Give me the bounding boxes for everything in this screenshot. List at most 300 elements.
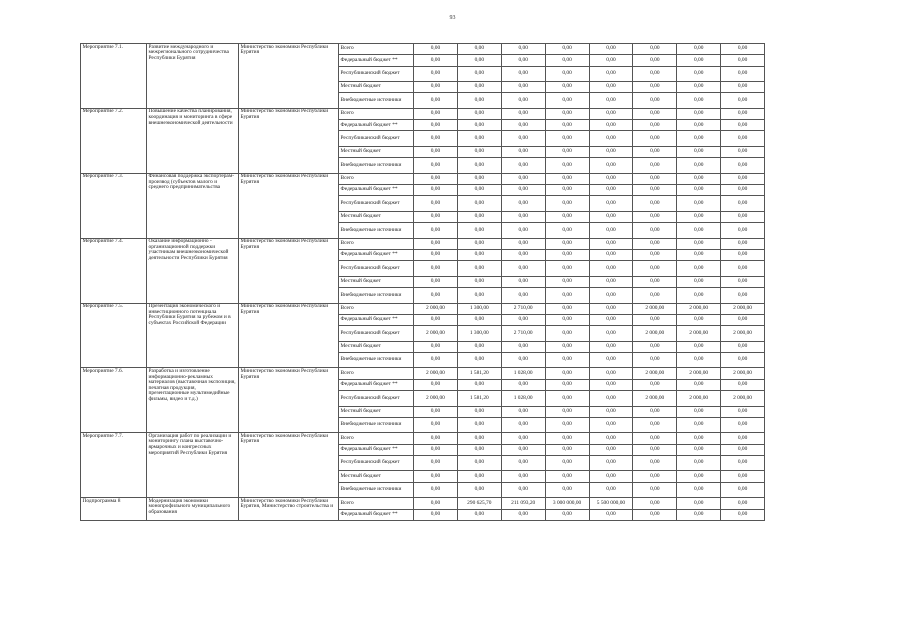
executor-cell: Министерство экономики Республики Бурятия xyxy=(239,433,339,498)
program-name-cell: Развитие международного и межрегионального сотрудничества Республики Бурятия xyxy=(147,44,239,109)
amount-cell: 0,00 xyxy=(545,276,589,287)
funding-source-cell: Республиканский бюджет xyxy=(339,391,414,407)
amount-cell: 0,00 xyxy=(589,471,633,482)
funding-source-cell: Всего xyxy=(339,433,414,444)
program-code-cell: Мероприятие 7.1. xyxy=(81,44,147,109)
funding-source-cell: Федеральный бюджет ** xyxy=(339,185,414,196)
funding-source-cell: Внебюджетные источники xyxy=(339,158,414,174)
amount-cell: 0,00 xyxy=(414,341,458,352)
amount-cell: 0,00 xyxy=(633,471,677,482)
amount-cell: 0,00 xyxy=(721,238,765,249)
amount-cell: 0,00 xyxy=(414,93,458,109)
amount-cell: 0,00 xyxy=(414,249,458,260)
funding-source-cell: Федеральный бюджет ** xyxy=(339,379,414,390)
funding-source-cell: Местный бюджет xyxy=(339,341,414,352)
table-row xyxy=(81,108,765,119)
amount-cell: 0,00 xyxy=(501,288,545,304)
funding-source-cell: Республиканский бюджет xyxy=(339,261,414,277)
amount-cell: 0,00 xyxy=(677,44,721,55)
amount-cell: 0,00 xyxy=(457,158,501,174)
amount-cell: 0,00 xyxy=(414,223,458,239)
amount-cell: 0,00 xyxy=(414,82,458,93)
amount-cell: 0,00 xyxy=(414,146,458,157)
amount-cell: 0,00 xyxy=(457,173,501,184)
amount-cell: 0,00 xyxy=(545,185,589,196)
amount-cell: 0,00 xyxy=(677,93,721,109)
amount-cell: 0,00 xyxy=(501,417,545,433)
amount-cell: 0,00 xyxy=(677,314,721,325)
amount-cell: 0,00 xyxy=(457,196,501,212)
amount-cell: 0,00 xyxy=(677,173,721,184)
funding-source-cell: Местный бюджет xyxy=(339,82,414,93)
amount-cell: 0,00 xyxy=(677,341,721,352)
amount-cell: 0,00 xyxy=(633,120,677,131)
amount-cell: 0,00 xyxy=(545,391,589,407)
amount-cell: 0,00 xyxy=(633,314,677,325)
amount-cell: 2 000,00 xyxy=(633,368,677,379)
amount-cell: 0,00 xyxy=(457,352,501,368)
amount-cell: 0,00 xyxy=(457,444,501,455)
funding-source-cell: Всего xyxy=(339,44,414,55)
page-number: 93 xyxy=(449,15,456,21)
funding-source-cell: Внебюджетные источники xyxy=(339,352,414,368)
amount-cell: 0,00 xyxy=(414,44,458,55)
amount-cell: 1 300,00 xyxy=(457,303,501,314)
amount-cell: 1 028,00 xyxy=(501,391,545,407)
amount-cell: 0,00 xyxy=(633,223,677,239)
amount-cell: 2 000,00 xyxy=(721,303,765,314)
amount-cell: 0,00 xyxy=(414,433,458,444)
funding-source-cell: Федеральный бюджет ** xyxy=(339,249,414,260)
amount-cell: 0,00 xyxy=(457,146,501,157)
funding-source-cell: Внебюджетные источники xyxy=(339,417,414,433)
amount-cell: 0,00 xyxy=(545,455,589,471)
amount-cell: 0,00 xyxy=(589,326,633,342)
executor-cell: Министерство экономики Республики Бурятия, Министерство строительства и xyxy=(239,498,339,521)
amount-cell: 0,00 xyxy=(633,276,677,287)
amount-cell: 0,00 xyxy=(677,223,721,239)
amount-cell: 0,00 xyxy=(633,238,677,249)
amount-cell: 0,00 xyxy=(457,261,501,277)
program-name-cell: Разработка и изготовление информационно-рекламных материалов (выставочная экспозиция, печатная продукция, презентационные мультимедийные фильмы, видео и т.д.) xyxy=(147,368,239,433)
amount-cell: 0,00 xyxy=(457,131,501,147)
amount-cell: 0,00 xyxy=(677,120,721,131)
budget-table-body xyxy=(81,44,765,521)
amount-cell: 0,00 xyxy=(501,211,545,222)
amount-cell: 0,00 xyxy=(545,66,589,82)
amount-cell: 0,00 xyxy=(457,120,501,131)
amount-cell: 0,00 xyxy=(414,131,458,147)
amount-cell: 0,00 xyxy=(677,211,721,222)
amount-cell: 0,00 xyxy=(677,196,721,212)
amount-cell: 0,00 xyxy=(589,406,633,417)
amount-cell: 0,00 xyxy=(414,509,458,520)
amount-cell: 0,00 xyxy=(721,433,765,444)
amount-cell: 0,00 xyxy=(545,82,589,93)
amount-cell: 0,00 xyxy=(545,93,589,109)
amount-cell: 0,00 xyxy=(721,471,765,482)
amount-cell: 1 028,00 xyxy=(501,368,545,379)
funding-source-cell: Федеральный бюджет ** xyxy=(339,509,414,520)
amount-cell: 0,00 xyxy=(589,417,633,433)
amount-cell: 2 000,00 xyxy=(677,326,721,342)
amount-cell: 0,00 xyxy=(457,249,501,260)
amount-cell: 0,00 xyxy=(633,93,677,109)
amount-cell: 0,00 xyxy=(677,82,721,93)
funding-source-cell: Федеральный бюджет ** xyxy=(339,120,414,131)
amount-cell: 0,00 xyxy=(589,93,633,109)
amount-cell: 0,00 xyxy=(633,261,677,277)
amount-cell: 0,00 xyxy=(677,249,721,260)
amount-cell: 0,00 xyxy=(721,341,765,352)
amount-cell: 0,00 xyxy=(545,108,589,119)
amount-cell: 0,00 xyxy=(589,82,633,93)
amount-cell: 2 000,00 xyxy=(414,391,458,407)
amount-cell: 0,00 xyxy=(414,379,458,390)
amount-cell: 2 000,00 xyxy=(721,391,765,407)
amount-cell: 0,00 xyxy=(633,352,677,368)
amount-cell: 0,00 xyxy=(677,444,721,455)
amount-cell: 0,00 xyxy=(721,120,765,131)
amount-cell: 0,00 xyxy=(457,314,501,325)
program-code-cell: Мероприятие 7.6. xyxy=(81,368,147,433)
funding-source-cell: Всего xyxy=(339,368,414,379)
amount-cell: 0,00 xyxy=(589,185,633,196)
amount-cell: 0,00 xyxy=(721,455,765,471)
amount-cell: 0,00 xyxy=(677,66,721,82)
amount-cell: 2 000,00 xyxy=(677,368,721,379)
amount-cell: 0,00 xyxy=(633,158,677,174)
amount-cell: 0,00 xyxy=(501,158,545,174)
program-name-cell: Модернизация экономики монопрофильного муниципального образования xyxy=(147,498,239,521)
amount-cell: 0,00 xyxy=(633,82,677,93)
amount-cell: 0,00 xyxy=(501,379,545,390)
amount-cell: 0,00 xyxy=(721,498,765,509)
amount-cell: 0,00 xyxy=(457,482,501,498)
amount-cell: 0,00 xyxy=(457,379,501,390)
amount-cell: 0,00 xyxy=(633,249,677,260)
amount-cell: 0,00 xyxy=(457,238,501,249)
budget-table xyxy=(80,43,765,521)
amount-cell: 0,00 xyxy=(633,433,677,444)
amount-cell: 0,00 xyxy=(414,471,458,482)
amount-cell: 0,00 xyxy=(677,185,721,196)
amount-cell: 0,00 xyxy=(633,444,677,455)
table-row xyxy=(81,303,765,314)
amount-cell: 0,00 xyxy=(589,238,633,249)
amount-cell: 0,00 xyxy=(589,108,633,119)
amount-cell: 0,00 xyxy=(457,211,501,222)
amount-cell: 0,00 xyxy=(501,44,545,55)
amount-cell: 0,00 xyxy=(501,341,545,352)
program-name-cell: Финансовая поддержка экспортерам-производ (субъектов малого и среднего предпринимательства xyxy=(147,173,239,238)
amount-cell: 1 300,00 xyxy=(457,326,501,342)
amount-cell: 0,00 xyxy=(721,444,765,455)
amount-cell: 0,00 xyxy=(721,379,765,390)
amount-cell: 0,00 xyxy=(589,341,633,352)
amount-cell: 0,00 xyxy=(589,131,633,147)
funding-source-cell: Республиканский бюджет xyxy=(339,455,414,471)
funding-source-cell: Местный бюджет xyxy=(339,146,414,157)
amount-cell: 0,00 xyxy=(501,314,545,325)
amount-cell: 0,00 xyxy=(414,261,458,277)
amount-cell: 0,00 xyxy=(457,66,501,82)
amount-cell: 0,00 xyxy=(414,406,458,417)
amount-cell: 0,00 xyxy=(589,288,633,304)
program-name-cell: Организация работ по реализации и мониторингу плана выставочно-ярмарочных и конгрессных мероприятий Республики Бурятия xyxy=(147,433,239,498)
amount-cell: 0,00 xyxy=(721,146,765,157)
amount-cell: 2 000,00 xyxy=(633,303,677,314)
amount-cell: 0,00 xyxy=(633,379,677,390)
amount-cell: 0,00 xyxy=(501,146,545,157)
amount-cell: 0,00 xyxy=(589,44,633,55)
amount-cell: 0,00 xyxy=(721,249,765,260)
amount-cell: 0,00 xyxy=(414,352,458,368)
amount-cell: 0,00 xyxy=(414,238,458,249)
amount-cell: 2 000,00 xyxy=(414,326,458,342)
amount-cell: 0,00 xyxy=(545,314,589,325)
amount-cell: 0,00 xyxy=(589,379,633,390)
funding-source-cell: Всего xyxy=(339,173,414,184)
amount-cell: 0,00 xyxy=(457,455,501,471)
amount-cell: 0,00 xyxy=(721,314,765,325)
amount-cell: 0,00 xyxy=(721,158,765,174)
amount-cell: 0,00 xyxy=(501,276,545,287)
amount-cell: 0,00 xyxy=(589,120,633,131)
amount-cell: 0,00 xyxy=(414,158,458,174)
amount-cell: 0,00 xyxy=(545,433,589,444)
amount-cell: 0,00 xyxy=(677,276,721,287)
amount-cell: 2 000,00 xyxy=(414,303,458,314)
amount-cell: 0,00 xyxy=(457,341,501,352)
amount-cell: 0,00 xyxy=(633,406,677,417)
table-row xyxy=(81,173,765,184)
program-name-cell: Повышение качества планирования, координация и мониторинга в сфере внешнеэкономической деятельности xyxy=(147,108,239,173)
amount-cell: 0,00 xyxy=(721,93,765,109)
amount-cell: 0,00 xyxy=(501,223,545,239)
amount-cell: 0,00 xyxy=(501,433,545,444)
amount-cell: 0,00 xyxy=(414,196,458,212)
amount-cell: 0,00 xyxy=(501,509,545,520)
funding-source-cell: Всего xyxy=(339,303,414,314)
amount-cell: 0,00 xyxy=(589,444,633,455)
amount-cell: 0,00 xyxy=(589,391,633,407)
amount-cell: 2 710,00 xyxy=(501,303,545,314)
amount-cell: 0,00 xyxy=(677,55,721,66)
amount-cell: 0,00 xyxy=(501,238,545,249)
amount-cell: 0,00 xyxy=(677,433,721,444)
amount-cell: 0,00 xyxy=(501,55,545,66)
funding-source-cell: Внебюджетные источники xyxy=(339,223,414,239)
amount-cell: 0,00 xyxy=(501,185,545,196)
table-row xyxy=(81,368,765,379)
amount-cell: 0,00 xyxy=(633,288,677,304)
amount-cell: 0,00 xyxy=(721,288,765,304)
amount-cell: 0,00 xyxy=(545,196,589,212)
amount-cell: 0,00 xyxy=(545,341,589,352)
amount-cell: 0,00 xyxy=(589,352,633,368)
executor-cell: Министерство экономики Республики Бурятия xyxy=(239,173,339,238)
funding-source-cell: Республиканский бюджет xyxy=(339,131,414,147)
amount-cell: 0,00 xyxy=(501,471,545,482)
amount-cell: 0,00 xyxy=(545,120,589,131)
amount-cell: 0,00 xyxy=(677,455,721,471)
funding-source-cell: Местный бюджет xyxy=(339,406,414,417)
amount-cell: 0,00 xyxy=(501,482,545,498)
amount-cell: 0,00 xyxy=(545,303,589,314)
amount-cell: 0,00 xyxy=(457,93,501,109)
amount-cell: 0,00 xyxy=(545,417,589,433)
amount-cell: 0,00 xyxy=(457,82,501,93)
amount-cell: 0,00 xyxy=(545,158,589,174)
funding-source-cell: Федеральный бюджет ** xyxy=(339,314,414,325)
amount-cell: 0,00 xyxy=(414,185,458,196)
amount-cell: 0,00 xyxy=(633,482,677,498)
amount-cell: 0,00 xyxy=(501,82,545,93)
funding-source-cell: Федеральный бюджет ** xyxy=(339,55,414,66)
amount-cell: 0,00 xyxy=(545,379,589,390)
amount-cell: 0,00 xyxy=(545,44,589,55)
amount-cell: 0,00 xyxy=(721,185,765,196)
amount-cell: 0,00 xyxy=(721,417,765,433)
amount-cell: 0,00 xyxy=(501,455,545,471)
amount-cell: 2 000,00 xyxy=(677,391,721,407)
funding-source-cell: Внебюджетные источники xyxy=(339,482,414,498)
funding-source-cell: Внебюджетные источники xyxy=(339,288,414,304)
amount-cell: 0,00 xyxy=(501,131,545,147)
amount-cell: 0,00 xyxy=(501,352,545,368)
amount-cell: 2 000,00 xyxy=(721,368,765,379)
amount-cell: 0,00 xyxy=(589,158,633,174)
amount-cell: 0,00 xyxy=(545,368,589,379)
amount-cell: 0,00 xyxy=(414,498,458,509)
amount-cell: 0,00 xyxy=(589,433,633,444)
amount-cell: 0,00 xyxy=(457,223,501,239)
program-code-cell: Мероприятие 7.2. xyxy=(81,108,147,173)
amount-cell: 0,00 xyxy=(414,455,458,471)
amount-cell: 0,00 xyxy=(545,55,589,66)
amount-cell: 0,00 xyxy=(545,288,589,304)
amount-cell: 0,00 xyxy=(677,482,721,498)
amount-cell: 0,00 xyxy=(414,444,458,455)
amount-cell: 211 093,20 xyxy=(501,498,545,509)
amount-cell: 0,00 xyxy=(589,223,633,239)
amount-cell: 0,00 xyxy=(633,146,677,157)
amount-cell: 0,00 xyxy=(457,288,501,304)
amount-cell: 1 581,20 xyxy=(457,391,501,407)
amount-cell: 0,00 xyxy=(457,417,501,433)
amount-cell: 2 000,00 xyxy=(721,326,765,342)
funding-source-cell: Республиканский бюджет xyxy=(339,66,414,82)
amount-cell: 0,00 xyxy=(457,44,501,55)
amount-cell: 0,00 xyxy=(677,288,721,304)
funding-source-cell: Местный бюджет xyxy=(339,211,414,222)
funding-source-cell: Всего xyxy=(339,238,414,249)
amount-cell: 2 710,00 xyxy=(501,326,545,342)
amount-cell: 0,00 xyxy=(721,482,765,498)
amount-cell: 0,00 xyxy=(501,406,545,417)
amount-cell: 0,00 xyxy=(457,185,501,196)
amount-cell: 0,00 xyxy=(677,379,721,390)
amount-cell: 0,00 xyxy=(414,108,458,119)
amount-cell: 0,00 xyxy=(633,108,677,119)
amount-cell: 0,00 xyxy=(501,261,545,277)
amount-cell: 0,00 xyxy=(589,455,633,471)
amount-cell: 0,00 xyxy=(501,93,545,109)
amount-cell: 2 000,00 xyxy=(677,303,721,314)
program-code-cell: Мероприятие 7.3. xyxy=(81,173,147,238)
table-row xyxy=(81,44,765,55)
amount-cell: 0,00 xyxy=(677,498,721,509)
amount-cell: 0,00 xyxy=(414,211,458,222)
amount-cell: 0,00 xyxy=(721,108,765,119)
amount-cell: 0,00 xyxy=(501,196,545,212)
amount-cell: 0,00 xyxy=(545,326,589,342)
amount-cell: 0,00 xyxy=(589,368,633,379)
amount-cell: 0,00 xyxy=(589,249,633,260)
table-row xyxy=(81,433,765,444)
amount-cell: 0,00 xyxy=(677,406,721,417)
amount-cell: 0,00 xyxy=(589,211,633,222)
amount-cell: 0,00 xyxy=(721,406,765,417)
executor-cell: Министерство экономики Республики Бурятия xyxy=(239,44,339,109)
amount-cell: 0,00 xyxy=(721,223,765,239)
amount-cell: 0,00 xyxy=(545,211,589,222)
amount-cell: 0,00 xyxy=(633,55,677,66)
amount-cell: 0,00 xyxy=(545,238,589,249)
amount-cell: 0,00 xyxy=(414,288,458,304)
program-code-cell: Мероприятие 7.4. xyxy=(81,238,147,303)
amount-cell: 0,00 xyxy=(457,55,501,66)
amount-cell: 0,00 xyxy=(589,55,633,66)
amount-cell: 0,00 xyxy=(589,314,633,325)
amount-cell: 0,00 xyxy=(721,509,765,520)
amount-cell: 0,00 xyxy=(545,131,589,147)
amount-cell: 0,00 xyxy=(589,66,633,82)
executor-cell: Министерство экономики Республики Бурятия xyxy=(239,303,339,368)
amount-cell: 0,00 xyxy=(721,66,765,82)
amount-cell: 0,00 xyxy=(457,406,501,417)
amount-cell: 0,00 xyxy=(677,471,721,482)
amount-cell: 0,00 xyxy=(414,417,458,433)
amount-cell: 0,00 xyxy=(545,173,589,184)
funding-source-cell: Местный бюджет xyxy=(339,276,414,287)
amount-cell: 0,00 xyxy=(633,417,677,433)
amount-cell: 0,00 xyxy=(721,131,765,147)
amount-cell: 0,00 xyxy=(633,185,677,196)
amount-cell: 0,00 xyxy=(545,471,589,482)
amount-cell: 0,00 xyxy=(501,108,545,119)
amount-cell: 0,00 xyxy=(414,66,458,82)
funding-source-cell: Всего xyxy=(339,108,414,119)
amount-cell: 0,00 xyxy=(589,482,633,498)
amount-cell: 0,00 xyxy=(545,223,589,239)
amount-cell: 0,00 xyxy=(677,261,721,277)
amount-cell: 0,00 xyxy=(677,352,721,368)
program-code-cell: Мероприятие 7.7. xyxy=(81,433,147,498)
program-name-cell: Презентация экономического и инвестиционного потенциала Республики Бурятия за рубежом и в субъектах Российской Федерации xyxy=(147,303,239,368)
amount-cell: 0,00 xyxy=(457,433,501,444)
funding-source-cell: Местный бюджет xyxy=(339,471,414,482)
program-code-cell: Мероприятие 7.5. xyxy=(81,303,147,368)
amount-cell: 0,00 xyxy=(414,120,458,131)
amount-cell: 0,00 xyxy=(633,211,677,222)
amount-cell: 0,00 xyxy=(501,66,545,82)
amount-cell: 0,00 xyxy=(501,120,545,131)
amount-cell: 5 500 000,00 xyxy=(589,498,633,509)
amount-cell: 0,00 xyxy=(633,498,677,509)
amount-cell: 0,00 xyxy=(677,108,721,119)
